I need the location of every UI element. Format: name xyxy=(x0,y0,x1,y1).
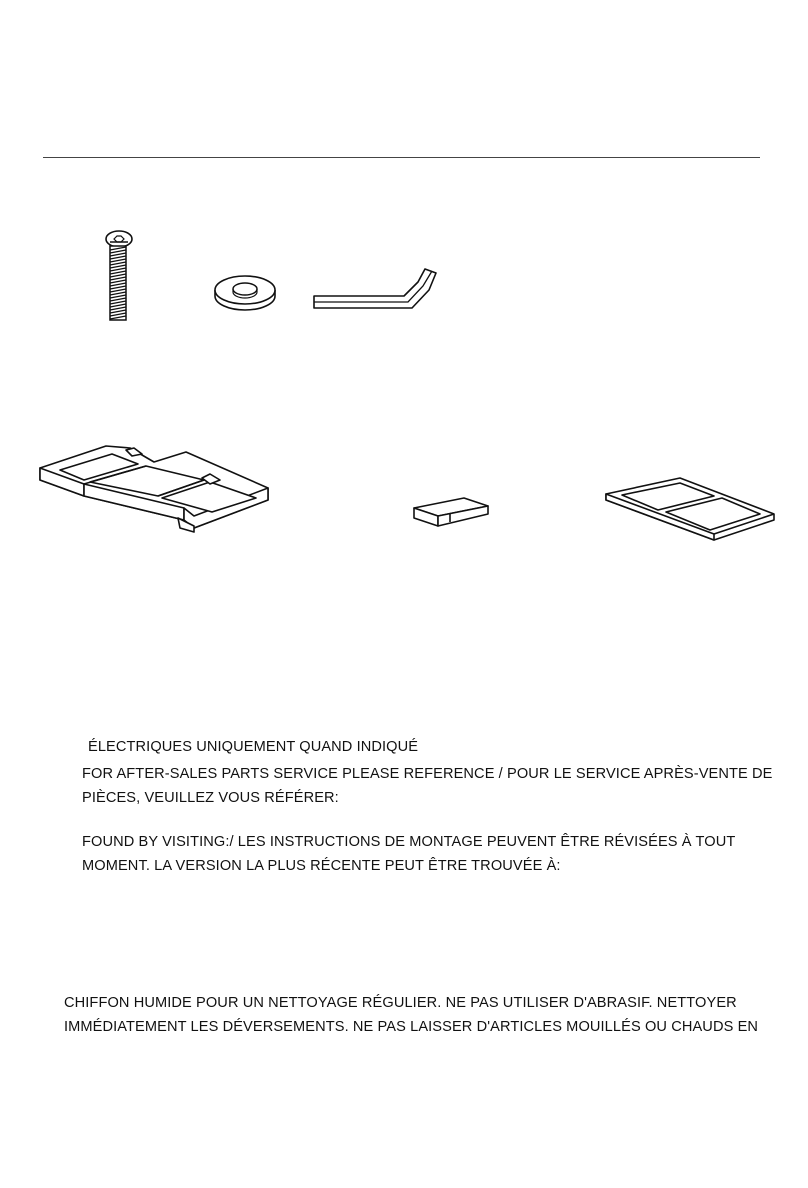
electrical-note: ÉLECTRIQUES UNIQUEMENT QUAND INDIQUÉ xyxy=(88,739,419,755)
care-line-1: CHIFFON HUMIDE POUR UN NETTOYAGE RÉGULIER. NE PAS UTILISER D'ABRASIF. NETTOYER xyxy=(64,995,737,1011)
block-icon xyxy=(410,492,492,532)
washer-icon xyxy=(210,272,280,314)
bolt-icon xyxy=(100,228,140,326)
header-divider xyxy=(43,157,760,158)
instructions-line-1: FOUND BY VISITING:/ LES INSTRUCTIONS DE MONTAGE PEUVENT ÊTRE RÉVISÉES À TOUT xyxy=(82,834,736,850)
care-line-2: IMMÉDIATEMENT LES DÉVERSEMENTS. NE PAS LAISSER D'ARTICLES MOUILLÉS OU CHAUDS EN xyxy=(64,1019,759,1035)
parts-service-line-1: FOR AFTER-SALES PARTS SERVICE PLEASE REFERENCE / POUR LE SERVICE APRÈS-VENTE DE xyxy=(82,766,773,782)
allen-key-icon xyxy=(308,264,443,316)
instructions-line-2: MOMENT. LA VERSION LA PLUS RÉCENTE PEUT ÊTRE TROUVÉE À: xyxy=(82,858,561,874)
parts-service-line-2: PIÈCES, VEUILLEZ VOUS RÉFÉRER: xyxy=(82,790,339,806)
base-frame-icon xyxy=(34,440,274,536)
flat-frame-icon xyxy=(602,474,778,544)
